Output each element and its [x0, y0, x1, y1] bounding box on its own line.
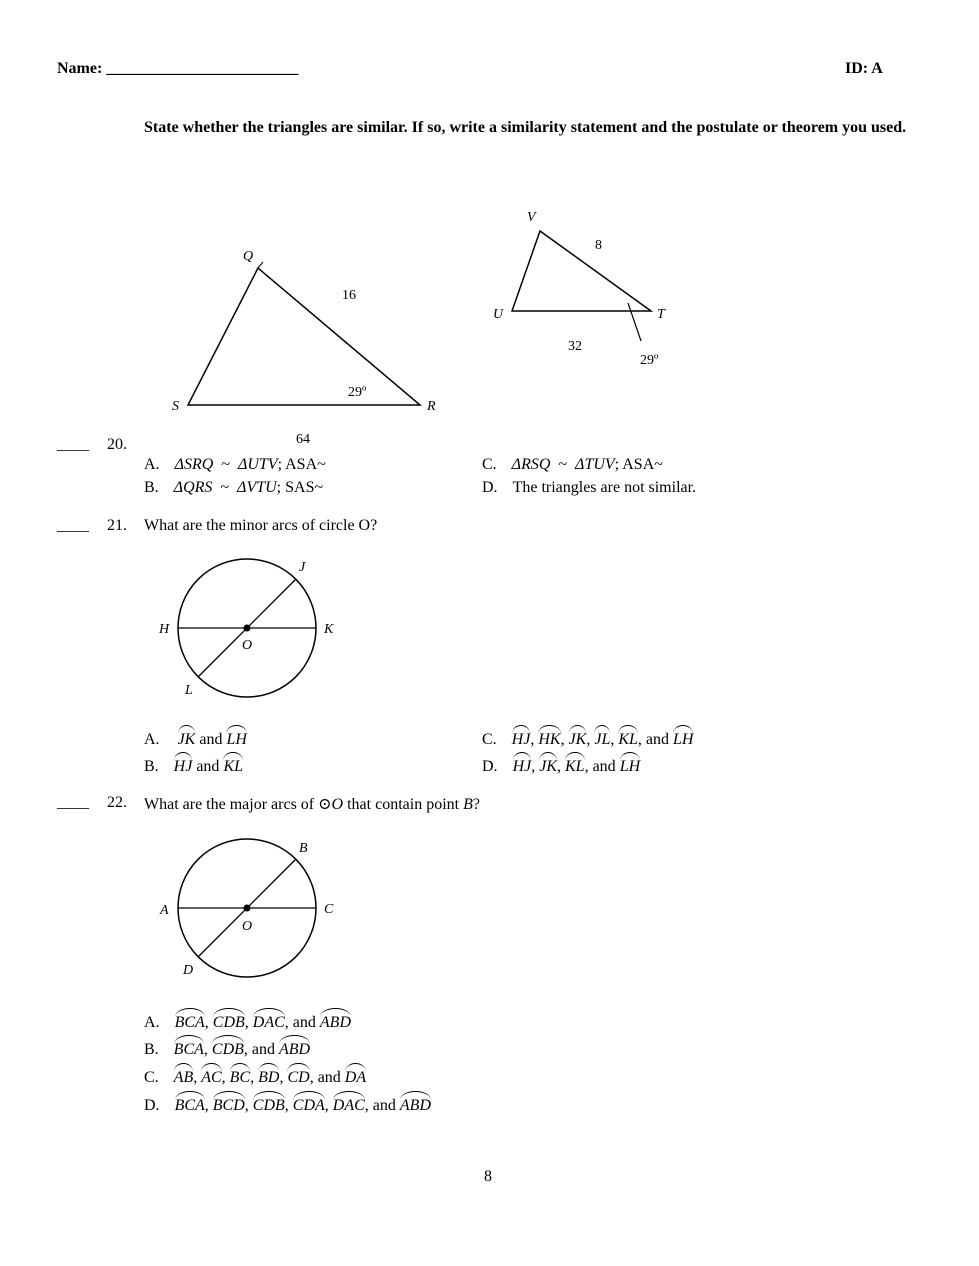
triangle-uvt — [512, 231, 651, 341]
option-letter: B. — [144, 758, 159, 775]
page-number: 8 — [484, 1168, 492, 1185]
q20-number: 20. — [107, 436, 127, 453]
q20-option-d[interactable]: D. The triangles are not similar. — [482, 479, 697, 496]
circle-o-figure-hjkl — [150, 550, 350, 705]
name-blank[interactable]: ________________________ — [106, 60, 299, 77]
q20-answer-blank[interactable]: ____ — [57, 436, 89, 453]
instruction-text: State whether the triangles are similar. If so, write a similarity statement and the postulate or theorem you used. — [144, 119, 907, 136]
label-r: R — [427, 399, 436, 414]
label-t: T — [657, 307, 665, 322]
q21-number: 21. — [107, 517, 127, 534]
circle-symbol-icon: ⊙ — [318, 796, 332, 813]
label-k: K — [324, 622, 334, 637]
label-l: L — [185, 683, 193, 698]
label-u: U — [493, 307, 504, 322]
q21-question: What are the minor arcs of circle O? — [144, 517, 378, 534]
label-v: V — [527, 210, 536, 225]
q21-option-a[interactable]: A. JK and LH — [144, 731, 247, 748]
label-q: Q — [243, 249, 254, 264]
q22-option-d[interactable]: D. BCA, BCD, CDB, CDA, DAC, and ABD — [144, 1097, 431, 1114]
triangles-figure — [0, 0, 979, 460]
q21-answer-blank[interactable]: ____ — [57, 517, 89, 534]
option-letter: D. — [144, 1097, 160, 1114]
label-o: O — [242, 638, 253, 653]
label-side-vt: 8 — [595, 238, 602, 253]
triangle-qrs — [188, 262, 420, 405]
q21-option-d[interactable]: D. HJ, JK, KL, and LH — [482, 758, 641, 775]
q22-answer-blank[interactable]: ____ — [57, 794, 89, 811]
option-letter: B. — [144, 1041, 159, 1058]
q22-option-c[interactable]: C. AB, AC, BC, BD, CD, and DA — [144, 1069, 367, 1086]
label-side-ut: 32 — [568, 339, 582, 354]
q21-option-c[interactable]: C. HJ, HK, JK, JL, KL, and LH — [482, 731, 694, 748]
option-letter: C. — [482, 731, 497, 748]
label-angle-r: 29º — [348, 385, 367, 400]
q22-option-a[interactable]: A. BCA, CDB, DAC, and ABD — [144, 1014, 351, 1031]
label-h: H — [159, 622, 170, 637]
option-letter: C. — [482, 456, 497, 473]
label-side-sr: 64 — [296, 432, 310, 447]
q22-option-b[interactable]: B. BCA, CDB, and ABD — [144, 1041, 311, 1058]
name-label: Name: — [57, 60, 103, 77]
option-letter: A. — [144, 731, 160, 748]
label-a: A — [160, 903, 169, 918]
option-letter: B. — [144, 479, 159, 496]
option-letter: D. — [482, 479, 498, 496]
option-letter: A. — [144, 1014, 160, 1031]
q20-option-c[interactable]: C. ΔRSQ ~ ΔTUV; ASA~ — [482, 456, 663, 473]
option-letter: C. — [144, 1069, 159, 1086]
label-side-qr: 16 — [342, 288, 356, 303]
q22-question: What are the major arcs of ⊙O that contain point B? — [144, 796, 480, 813]
circle-o-figure-abcd — [150, 830, 350, 985]
label-o: O — [242, 919, 253, 934]
q22-number: 22. — [107, 794, 127, 811]
option-letter: D. — [482, 758, 498, 775]
id-label: ID: A — [845, 60, 883, 77]
label-b: B — [299, 841, 308, 856]
label-angle-t: 29º — [640, 353, 659, 368]
label-j: J — [299, 560, 306, 575]
label-s: S — [172, 399, 179, 414]
label-d: D — [183, 963, 194, 978]
label-c: C — [324, 902, 334, 917]
q21-option-b[interactable]: B. HJ and KL — [144, 758, 244, 775]
q20-option-a[interactable]: A. ΔSRQ ~ ΔUTV; ASA~ — [144, 456, 326, 473]
q20-option-b[interactable]: B. ΔQRS ~ ΔVTU; SAS~ — [144, 479, 324, 496]
option-letter: A. — [144, 456, 160, 473]
